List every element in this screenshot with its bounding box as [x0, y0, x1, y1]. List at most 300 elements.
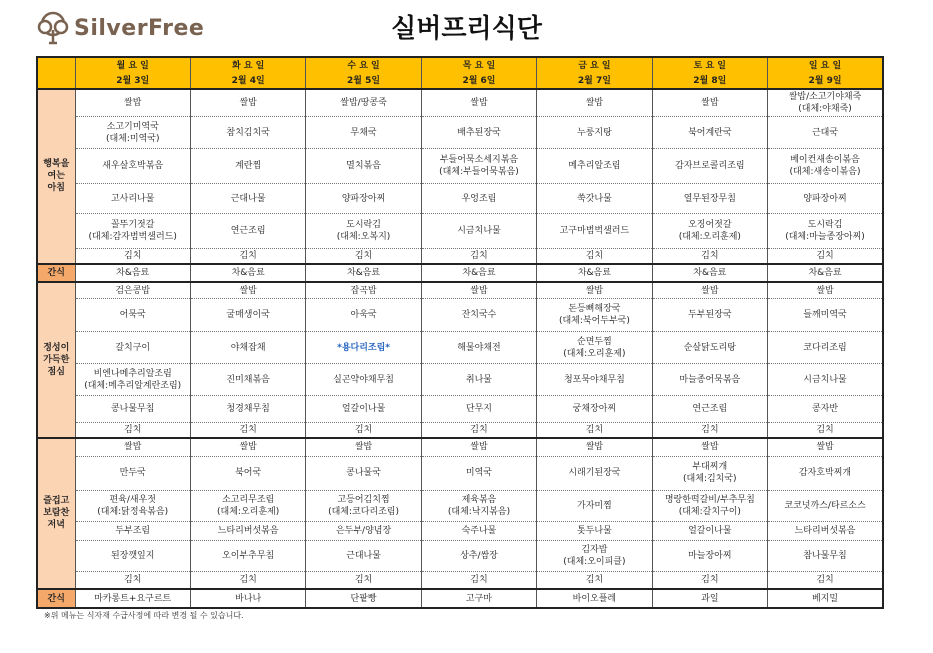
dish-name: 김치	[701, 250, 719, 261]
menu-cell	[421, 364, 536, 396]
menu-cell	[537, 89, 652, 117]
dish-name: 순면두찜	[577, 336, 612, 347]
menu-cell	[421, 490, 536, 522]
menu-cell	[537, 456, 652, 490]
snack-cell: 고구마	[421, 589, 536, 608]
menu-cell	[537, 183, 652, 214]
dish-name: 참치김치국	[226, 127, 270, 138]
snack-cell: 차&음료	[75, 264, 190, 283]
dish-name: 김치	[239, 425, 257, 435]
lunch-label	[37, 282, 75, 437]
snack1-row	[37, 264, 883, 283]
breakfast-label	[37, 89, 75, 264]
dish-name: 김치	[585, 425, 604, 435]
dish-name: 김치	[585, 250, 604, 261]
dish-name: 꼴뚜기젓갈	[110, 220, 155, 231]
dish-name: 어묵국	[119, 309, 146, 320]
dish-name: 김치	[124, 250, 142, 261]
dish-name: 명랑한떡갈비/부추무침	[664, 494, 755, 505]
menu-cell	[190, 572, 305, 589]
dish-alternative: (대체:오리훈제)	[678, 232, 741, 243]
menu-cell	[768, 148, 883, 183]
snack-cell: 차&음료	[537, 264, 652, 283]
menu-cell	[537, 423, 652, 438]
dish-name: 쌀밥	[239, 285, 257, 296]
menu-cell	[306, 490, 421, 522]
dish-name: 메추리알조림	[568, 160, 621, 171]
menu-cell	[768, 214, 883, 249]
day-name: 금 요 일	[537, 57, 652, 73]
menu-cell	[306, 438, 421, 457]
menu-cell	[75, 331, 190, 364]
dish-name: 베이컨새송이볶음	[790, 154, 860, 165]
menu-cell	[306, 299, 421, 332]
dish-name: 쌀밥	[470, 98, 488, 109]
dish-name: 연근조림	[230, 226, 266, 237]
dinner-row	[37, 438, 883, 457]
dish-name: 근대나물	[230, 193, 266, 204]
dish-alternative: (대체:갈치구이)	[678, 506, 741, 517]
dish-name: 감자호박찌개	[798, 468, 852, 479]
menu-cell	[306, 540, 421, 572]
dish-name: 양파장아찌	[803, 193, 847, 204]
menu-cell	[652, 299, 767, 332]
dish-name: 김치	[354, 575, 373, 586]
menu-cell	[306, 572, 421, 589]
dish-alternative: (대체:오리훈제)	[217, 506, 280, 517]
breakfast-row	[37, 117, 883, 149]
dish-alternative: (대체:김치국)	[683, 474, 737, 485]
dish-name: 부대찌개	[692, 462, 728, 473]
menu-cell	[537, 249, 652, 264]
dish-alternative: (대체:메추리알계란조림)	[84, 380, 182, 391]
menu-cell	[421, 331, 536, 364]
dish-name: 김치	[239, 250, 257, 261]
menu-cell	[652, 396, 767, 423]
menu-cell	[190, 89, 305, 117]
dish-name: 김치	[124, 425, 142, 435]
menu-cell	[652, 490, 767, 522]
dish-name: 멸치볶음	[346, 160, 381, 171]
dish-name: 새우살호박볶음	[102, 160, 164, 171]
dish-name: 오이부추무침	[222, 551, 275, 561]
dinner-row	[37, 522, 883, 541]
menu-cell	[75, 117, 190, 149]
menu-cell	[768, 522, 883, 541]
dish-name: 김치	[354, 250, 373, 261]
section-label-line: 저녁	[47, 520, 65, 531]
dish-name: 톳두나물	[577, 525, 612, 536]
snack-cell: 차&음료	[421, 264, 536, 283]
menu-cell	[768, 89, 883, 117]
dish-name: 고사리나물	[110, 193, 155, 204]
menu-cell	[190, 522, 305, 541]
dish-name: 해물야채전	[457, 342, 501, 353]
menu-cell	[768, 299, 883, 332]
menu-cell	[75, 438, 190, 457]
dish-name: 쌀밥	[701, 285, 719, 296]
dish-alternative: (대체:닭정육볶음)	[97, 506, 169, 517]
dish-name: 김치	[470, 575, 488, 586]
menu-cell	[537, 331, 652, 364]
dish-name: 마늘장아찌	[688, 551, 732, 561]
dish-name: 야채잡채	[230, 342, 266, 353]
menu-cell	[537, 148, 652, 183]
menu-cell	[75, 490, 190, 522]
day-date: 2월 3일	[75, 73, 190, 89]
menu-cell	[421, 423, 536, 438]
dish-alternative: (대체:낙지볶음)	[447, 506, 511, 517]
dish-name: 양파장아찌	[341, 193, 386, 204]
menu-cell	[190, 423, 305, 438]
day-header-row	[37, 57, 883, 73]
dish-name: 상추/쌈장	[460, 551, 498, 561]
dish-name: 무채국	[350, 127, 377, 138]
dish-alternative: (대체:오복지)	[336, 232, 391, 243]
dish-name: 김치	[354, 425, 373, 435]
dish-name: 우엉조림	[461, 193, 497, 204]
menu-cell	[306, 364, 421, 396]
menu-cell	[190, 456, 305, 490]
day-date: 2월 6일	[421, 73, 536, 89]
day-name: 일 요 일	[768, 57, 883, 73]
section-label-line: 행복을	[43, 159, 70, 170]
menu-cell	[537, 214, 652, 249]
menu-cell	[537, 490, 652, 522]
menu-cell	[75, 89, 190, 117]
menu-cell	[537, 396, 652, 423]
menu-cell	[75, 522, 190, 541]
menu-cell	[190, 490, 305, 522]
menu-cell	[75, 299, 190, 332]
snack-cell: 단팥빵	[306, 589, 421, 608]
dinner-row	[37, 540, 883, 572]
dish-name: 쌀밥	[701, 98, 719, 109]
dish-name: 진미채볶음	[226, 374, 270, 385]
dish-name: 가자미찜	[577, 500, 612, 511]
dish-name: 코코넛까스/타르소스	[784, 500, 866, 511]
dish-name: 두부조림	[115, 525, 151, 536]
dish-name: 시금치나물	[457, 226, 501, 237]
dish-name: 쌀밥	[239, 442, 257, 453]
menu-cell	[306, 522, 421, 541]
menu-cell	[768, 540, 883, 572]
snack-cell: 마카롱트+요구르트	[75, 589, 190, 608]
dish-alternative: (대체:코다리조림)	[328, 506, 400, 517]
section-label-line: 보람찬	[43, 508, 70, 519]
dish-name: 얼갈이나물	[688, 525, 732, 536]
menu-cell	[768, 183, 883, 214]
menu-cell	[768, 249, 883, 264]
menu-cell	[190, 117, 305, 149]
lunch-row	[37, 299, 883, 332]
menu-cell	[306, 117, 421, 149]
dish-name: 편육/새우젓	[109, 494, 156, 505]
dish-name: 숙주나물	[461, 525, 497, 536]
dish-name: 도시락김	[346, 220, 381, 231]
menu-cell	[768, 490, 883, 522]
menu-cell	[652, 572, 767, 589]
menu-cell	[75, 540, 190, 572]
menu-cell	[75, 183, 190, 214]
footnote: ※위 메뉴는 식자재 수급사정에 따라 변경 될 수 있습니다.	[44, 611, 244, 620]
dish-name: 아욱국	[350, 309, 377, 320]
menu-cell	[75, 572, 190, 589]
menu-cell	[421, 396, 536, 423]
dish-alternative: (대체:미역국)	[105, 133, 160, 144]
snack2-row	[37, 589, 883, 608]
menu-cell	[537, 282, 652, 298]
dish-name: 쌀밥	[701, 442, 719, 453]
dish-name: 고구마범벅샐러드	[559, 226, 630, 237]
dish-name: 쌀밥/땅콩죽	[340, 98, 387, 109]
section-label-line: 가득한	[43, 354, 70, 365]
menu-cell	[768, 423, 883, 438]
dinner-row	[37, 572, 883, 589]
dish-name: 코다리조림	[803, 342, 847, 353]
dish-alternative: (대체:오이피클)	[563, 557, 626, 567]
dish-name: 소고기미역국	[106, 121, 159, 132]
menu-cell	[652, 456, 767, 490]
header-corner	[37, 57, 75, 89]
day-name: 월 요 일	[75, 57, 190, 73]
dish-name: 쌀밥	[470, 442, 488, 453]
dish-name: 쌀밥	[816, 442, 834, 453]
menu-cell	[652, 249, 767, 264]
menu-cell	[75, 364, 190, 396]
dish-name: 청경채무침	[226, 404, 270, 415]
dish-name: 김치	[701, 575, 719, 586]
menu-cell	[652, 282, 767, 298]
dish-name: 북어계란국	[688, 127, 732, 138]
menu-cell	[652, 214, 767, 249]
menu-cell	[768, 364, 883, 396]
menu-cell	[421, 214, 536, 249]
dish-name: 시금치나물	[803, 374, 847, 385]
dish-name: 북어국	[235, 468, 262, 479]
dish-name: 쌀밥	[470, 285, 488, 296]
dish-name: *용다리조림*	[337, 342, 390, 353]
breakfast-row	[37, 183, 883, 214]
day-name: 화 요 일	[190, 57, 305, 73]
lunch-row	[37, 423, 883, 438]
dish-name: 쌀밥	[354, 442, 373, 453]
menu-cell	[190, 331, 305, 364]
dish-name: 김치	[701, 425, 719, 435]
section-label-line: 정성이	[43, 342, 70, 353]
menu-cell	[190, 438, 305, 457]
dish-name: 시래기된장국	[568, 468, 621, 479]
day-name: 토 요 일	[652, 57, 767, 73]
dish-name: 근대국	[811, 127, 839, 138]
section-label-line: 즐겁고	[43, 496, 70, 507]
dish-name: 김치	[585, 575, 604, 586]
dish-name: 쌀밥	[124, 98, 142, 109]
dish-name: 고등어김치찜	[337, 494, 390, 505]
snack-cell: 바나나	[190, 589, 305, 608]
snack-cell: 바이오플레	[537, 589, 652, 608]
dinner-row	[37, 490, 883, 522]
menu-cell	[421, 183, 536, 214]
menu-cell	[421, 249, 536, 264]
weekly-menu-table	[36, 56, 884, 609]
day-date: 2월 7일	[537, 73, 652, 89]
day-name: 수 요 일	[306, 57, 421, 73]
menu-cell	[421, 456, 536, 490]
dish-name: 미역국	[465, 468, 493, 479]
dish-name: 김치	[470, 425, 488, 435]
dish-name: 김치	[816, 425, 834, 435]
dish-alternative: (대체:오리훈제)	[563, 348, 626, 359]
logo-text: SilverFree	[74, 15, 205, 41]
dish-name: 쌀밥	[585, 285, 604, 296]
dish-name: 쑥갓나물	[577, 193, 612, 204]
menu-cell	[652, 148, 767, 183]
menu-cell	[75, 456, 190, 490]
dish-name: 얼갈이나물	[341, 404, 386, 415]
menu-cell	[537, 438, 652, 457]
menu-cell	[421, 148, 536, 183]
lunch-row	[37, 396, 883, 423]
menu-cell	[768, 396, 883, 423]
dish-name: 쌀밥	[239, 98, 257, 109]
dish-alternative: (대체:부들어묵볶음)	[439, 166, 519, 177]
menu-cell	[190, 364, 305, 396]
dish-name: 청포묵야채무침	[563, 374, 625, 385]
section-label-line: 아침	[47, 183, 65, 194]
day-name: 목 요 일	[421, 57, 536, 73]
menu-cell	[306, 148, 421, 183]
menu-cell	[652, 117, 767, 149]
menu-cell	[768, 438, 883, 457]
breakfast-row	[37, 214, 883, 249]
menu-cell	[652, 183, 767, 214]
breakfast-row	[37, 249, 883, 264]
dish-name: 은두부/양념장	[335, 525, 392, 536]
dish-name: 김치	[239, 575, 257, 586]
menu-cell	[537, 299, 652, 332]
menu-cell	[768, 117, 883, 149]
snack-cell: 차&음료	[768, 264, 883, 283]
breakfast-row	[37, 89, 883, 117]
snack-cell: 과일	[652, 589, 767, 608]
menu-cell	[306, 89, 421, 117]
menu-cell	[190, 214, 305, 249]
dish-name: 검은콩밥	[115, 285, 151, 296]
menu-cell	[652, 540, 767, 572]
dish-name: 된장깻잎지	[110, 551, 155, 561]
menu-cell	[306, 214, 421, 249]
dish-name: 김치	[470, 250, 488, 261]
menu-cell	[190, 249, 305, 264]
snack-cell: 차&음료	[190, 264, 305, 283]
page-title: 실버프리식단	[391, 14, 542, 44]
breakfast-row	[37, 148, 883, 183]
dish-name: 김치	[124, 575, 142, 586]
menu-cell	[75, 214, 190, 249]
dish-name: 쌀밥	[124, 442, 142, 453]
dish-name: 감자브로콜리조림	[675, 160, 745, 171]
menu-cell	[421, 282, 536, 298]
dish-name: 참나물무침	[803, 551, 847, 561]
dish-name: 잡곡밥	[350, 285, 377, 296]
day-date: 2월 5일	[306, 73, 421, 89]
menu-cell	[75, 249, 190, 264]
snack-label: 간식	[37, 589, 75, 608]
menu-cell	[421, 540, 536, 572]
dinner-row	[37, 456, 883, 490]
dish-name: 두부된장국	[688, 309, 732, 320]
dish-name: 소고리무조림	[222, 494, 275, 505]
dish-name: 쌀밥/소고기야채죽	[788, 92, 862, 103]
dish-name: 단무지	[465, 404, 493, 415]
dish-name: 쌀밥	[816, 285, 834, 296]
menu-cell	[421, 572, 536, 589]
menu-cell	[75, 396, 190, 423]
dish-name: 도시락김	[807, 220, 843, 231]
dish-name: 김치	[816, 575, 834, 586]
dish-name: 만두국	[119, 468, 146, 479]
dish-name: 쌀밥	[585, 442, 604, 453]
menu-cell	[306, 396, 421, 423]
menu-cell	[652, 331, 767, 364]
dish-name: 느타리버섯볶음	[794, 525, 856, 536]
menu-cell	[768, 572, 883, 589]
lunch-row	[37, 364, 883, 396]
day-date: 2월 4일	[190, 73, 305, 89]
dish-name: 쌀밥	[585, 98, 604, 109]
dish-name: 잔치국수	[461, 309, 497, 320]
dish-name: 콩나물무침	[110, 404, 155, 415]
dish-alternative: (대체:새송이볶음)	[789, 166, 861, 177]
dish-name: 연근조림	[692, 404, 728, 415]
dish-alternative: (대체:북어두부국)	[558, 315, 630, 326]
menu-cell	[190, 299, 305, 332]
menu-cell	[190, 396, 305, 423]
menu-cell	[537, 522, 652, 541]
dish-name: 부들어묵소세지볶음	[439, 154, 519, 165]
menu-cell	[652, 89, 767, 117]
menu-cell	[190, 148, 305, 183]
dish-name: 실곤약야채무침	[333, 374, 394, 385]
menu-cell	[306, 249, 421, 264]
dish-name: 콩자반	[811, 404, 839, 415]
menu-cell	[75, 148, 190, 183]
dish-name: 갈치구이	[115, 342, 151, 353]
dish-name: 순살닭도리탕	[683, 342, 736, 353]
dish-name: 열무된장무침	[683, 193, 736, 204]
day-date: 2월 9일	[768, 73, 883, 89]
menu-cell	[421, 89, 536, 117]
dish-name: 김치	[816, 250, 834, 261]
menu-cell	[421, 117, 536, 149]
menu-cell	[421, 522, 536, 541]
menu-cell	[768, 331, 883, 364]
menu-cell	[652, 438, 767, 457]
dish-alternative: (대체:마늘종장아찌)	[785, 232, 865, 243]
lunch-row	[37, 331, 883, 364]
menu-cell	[537, 364, 652, 396]
dish-name: 근대나물	[346, 551, 381, 561]
menu-cell	[537, 572, 652, 589]
menu-cell	[652, 522, 767, 541]
snack-cell: 차&음료	[652, 264, 767, 283]
snack-label: 간식	[37, 264, 75, 283]
menu-cell	[190, 540, 305, 572]
dish-name: 비엔나메추리알조림	[93, 368, 172, 379]
dish-name: 누룽지탕	[577, 127, 612, 138]
menu-cell	[652, 423, 767, 438]
